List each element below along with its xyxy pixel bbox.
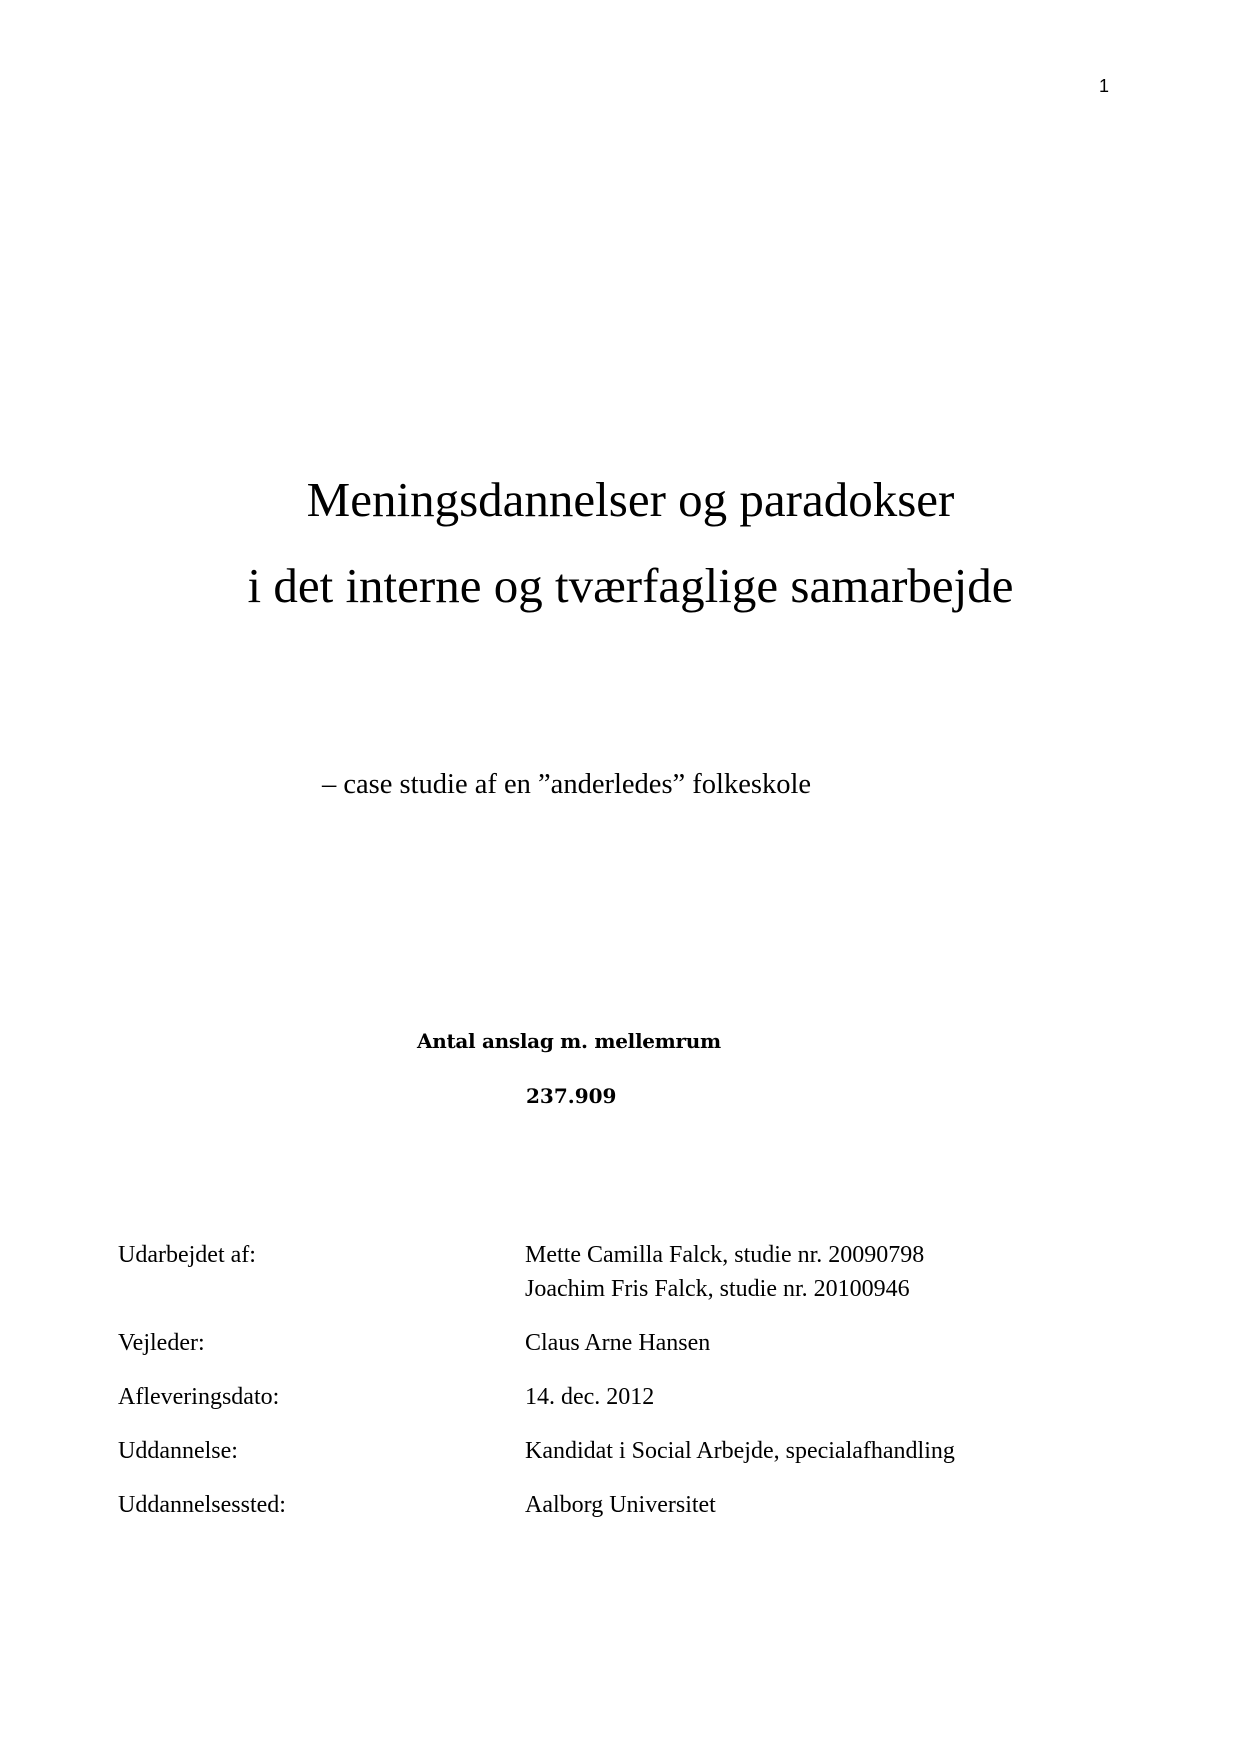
character-count-value: 237.909 [526,1084,617,1108]
submission-date-label: Afleveringsdato: [118,1384,280,1410]
education-label: Uddannelse: [118,1438,238,1464]
submission-date-value: 14. dec. 2012 [525,1384,655,1410]
author-1: Mette Camilla Falck, studie nr. 20090798 [525,1242,925,1268]
supervisor-value: Claus Arne Hansen [525,1330,711,1356]
authors-label: Udarbejdet af: [118,1242,256,1268]
character-count-label: Antal anslag m. mellemrum [417,1029,721,1053]
authors-value [525,1238,924,1306]
institution-label: Uddannelsessted: [118,1492,286,1518]
institution-value: Aalborg Universitet [525,1492,716,1518]
author-2: Joachim Fris Falck, studie nr. 20100946 [525,1276,910,1302]
education-value: Kandidat i Social Arbejde, specialafhandling [525,1438,955,1464]
title-line-1: Meningsdannelser og paradokser [306,472,955,527]
subtitle: – case studie af en ”anderledes” folkeskole [322,769,812,800]
page-number: 1 [1099,76,1110,96]
title-line-2: i det interne og tværfaglige samarbejde [247,558,1014,613]
supervisor-label: Vejleder: [118,1330,205,1356]
